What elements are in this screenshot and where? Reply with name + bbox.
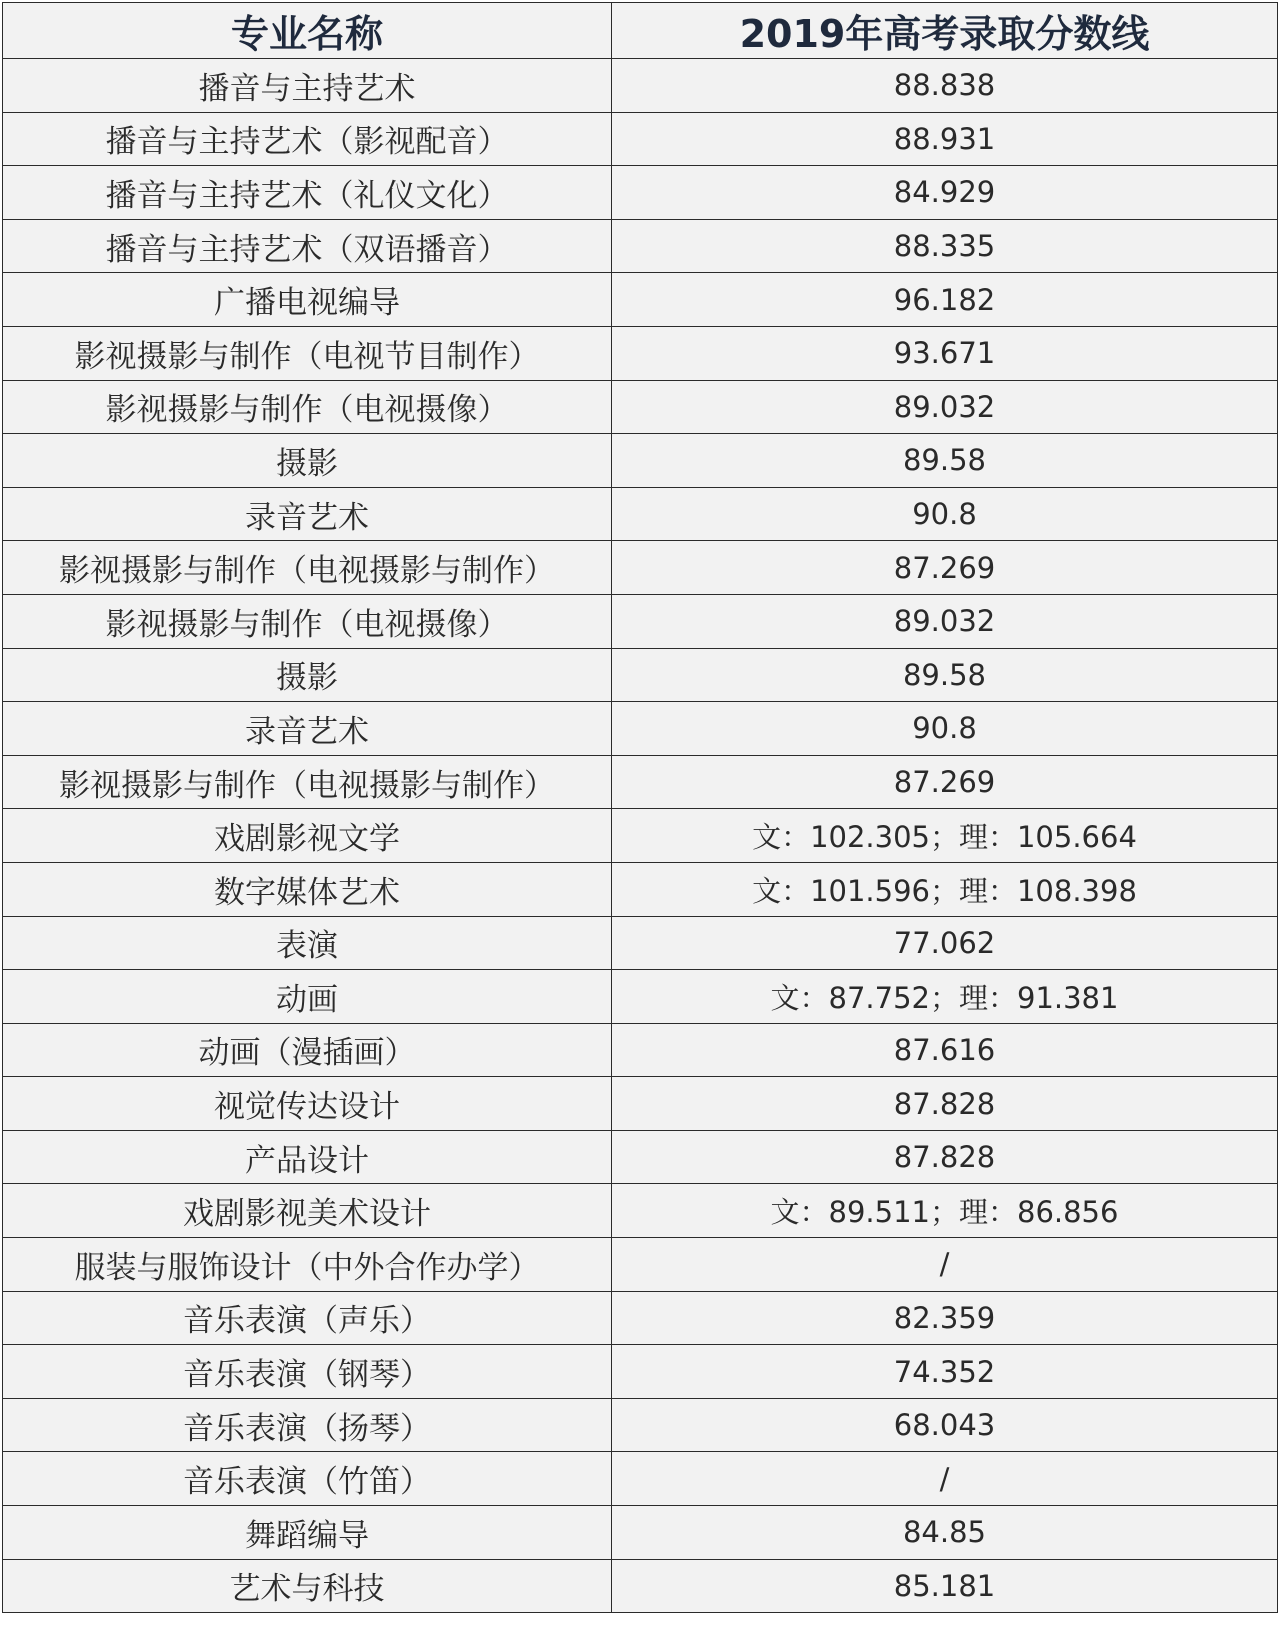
table-row bbox=[3, 755, 1278, 809]
score-cell: 84.85 bbox=[612, 1506, 1278, 1560]
major-name-cell: 录音艺术 bbox=[3, 487, 612, 541]
table-row bbox=[3, 59, 1278, 113]
table-row bbox=[3, 380, 1278, 434]
score-cell: 93.671 bbox=[612, 326, 1278, 380]
major-name-cell: 播音与主持艺术（影视配音） bbox=[3, 112, 612, 166]
column-header-score: 2019年高考录取分数线 bbox=[612, 3, 1278, 59]
major-name-cell: 音乐表演（声乐） bbox=[3, 1291, 612, 1345]
table-row bbox=[3, 1506, 1278, 1560]
score-cell: 文：89.511；理：86.856 bbox=[612, 1184, 1278, 1238]
major-name-cell: 舞蹈编导 bbox=[3, 1506, 612, 1560]
score-cell: 90.8 bbox=[612, 702, 1278, 756]
score-cell: 87.616 bbox=[612, 1023, 1278, 1077]
table-row bbox=[3, 1345, 1278, 1399]
score-cell: 文：101.596；理：108.398 bbox=[612, 862, 1278, 916]
score-cell: 89.032 bbox=[612, 594, 1278, 648]
table-row bbox=[3, 1238, 1278, 1292]
table-row bbox=[3, 166, 1278, 220]
score-cell: 88.931 bbox=[612, 112, 1278, 166]
table-row bbox=[3, 648, 1278, 702]
major-name-cell: 动画 bbox=[3, 970, 612, 1024]
major-name-cell: 影视摄影与制作（电视节目制作） bbox=[3, 326, 612, 380]
table-row bbox=[3, 1023, 1278, 1077]
major-name-cell: 录音艺术 bbox=[3, 702, 612, 756]
major-name-cell: 影视摄影与制作（电视摄像） bbox=[3, 380, 612, 434]
table-row bbox=[3, 434, 1278, 488]
major-name-cell: 摄影 bbox=[3, 434, 612, 488]
score-cell: 88.335 bbox=[612, 219, 1278, 273]
major-name-cell: 播音与主持艺术 bbox=[3, 59, 612, 113]
table-row bbox=[3, 219, 1278, 273]
score-cell: 89.58 bbox=[612, 648, 1278, 702]
major-name-cell: 数字媒体艺术 bbox=[3, 862, 612, 916]
major-name-cell: 播音与主持艺术（双语播音） bbox=[3, 219, 612, 273]
table-row bbox=[3, 1077, 1278, 1131]
major-name-cell: 音乐表演（扬琴） bbox=[3, 1398, 612, 1452]
score-cell: 90.8 bbox=[612, 487, 1278, 541]
table-row bbox=[3, 1130, 1278, 1184]
major-name-cell: 音乐表演（钢琴） bbox=[3, 1345, 612, 1399]
score-cell: 68.043 bbox=[612, 1398, 1278, 1452]
score-cell: 77.062 bbox=[612, 916, 1278, 970]
major-name-cell: 影视摄影与制作（电视摄像） bbox=[3, 594, 612, 648]
major-name-cell: 影视摄影与制作（电视摄影与制作） bbox=[3, 541, 612, 595]
major-name-cell: 艺术与科技 bbox=[3, 1559, 612, 1613]
score-cell: 文：87.752；理：91.381 bbox=[612, 970, 1278, 1024]
score-cell: 89.032 bbox=[612, 380, 1278, 434]
score-cell: 85.181 bbox=[612, 1559, 1278, 1613]
major-name-cell: 动画（漫插画） bbox=[3, 1023, 612, 1077]
score-cell: 82.359 bbox=[612, 1291, 1278, 1345]
table-row bbox=[3, 970, 1278, 1024]
table-row bbox=[3, 112, 1278, 166]
table-row bbox=[3, 1398, 1278, 1452]
table-row bbox=[3, 916, 1278, 970]
score-cell: 文：102.305；理：105.664 bbox=[612, 809, 1278, 863]
score-cell: 74.352 bbox=[612, 1345, 1278, 1399]
table-row bbox=[3, 326, 1278, 380]
table-row bbox=[3, 487, 1278, 541]
table-row bbox=[3, 809, 1278, 863]
score-cell: / bbox=[612, 1452, 1278, 1506]
score-cell: 84.929 bbox=[612, 166, 1278, 220]
score-cell: 87.828 bbox=[612, 1077, 1278, 1131]
score-cell: 87.269 bbox=[612, 541, 1278, 595]
major-name-cell: 戏剧影视美术设计 bbox=[3, 1184, 612, 1238]
score-cell: 87.828 bbox=[612, 1130, 1278, 1184]
table-row bbox=[3, 541, 1278, 595]
column-header-major: 专业名称 bbox=[3, 3, 612, 59]
score-cell: / bbox=[612, 1238, 1278, 1292]
major-name-cell: 服装与服饰设计（中外合作办学） bbox=[3, 1238, 612, 1292]
major-name-cell: 播音与主持艺术（礼仪文化） bbox=[3, 166, 612, 220]
score-cell: 89.58 bbox=[612, 434, 1278, 488]
score-cell: 87.269 bbox=[612, 755, 1278, 809]
major-name-cell: 摄影 bbox=[3, 648, 612, 702]
major-name-cell: 视觉传达设计 bbox=[3, 1077, 612, 1131]
table-row bbox=[3, 1291, 1278, 1345]
score-cell: 88.838 bbox=[612, 59, 1278, 113]
table-header-row bbox=[3, 3, 1278, 59]
major-name-cell: 音乐表演（竹笛） bbox=[3, 1452, 612, 1506]
table-row bbox=[3, 594, 1278, 648]
major-name-cell: 影视摄影与制作（电视摄影与制作） bbox=[3, 755, 612, 809]
score-cell: 96.182 bbox=[612, 273, 1278, 327]
table-row bbox=[3, 1184, 1278, 1238]
table-row bbox=[3, 1559, 1278, 1613]
table-body bbox=[3, 59, 1278, 1613]
table-row bbox=[3, 702, 1278, 756]
table-row bbox=[3, 1452, 1278, 1506]
major-name-cell: 广播电视编导 bbox=[3, 273, 612, 327]
table-row bbox=[3, 273, 1278, 327]
major-name-cell: 表演 bbox=[3, 916, 612, 970]
table-row bbox=[3, 862, 1278, 916]
major-name-cell: 产品设计 bbox=[3, 1130, 612, 1184]
major-name-cell: 戏剧影视文学 bbox=[3, 809, 612, 863]
admission-score-table bbox=[2, 2, 1278, 1613]
